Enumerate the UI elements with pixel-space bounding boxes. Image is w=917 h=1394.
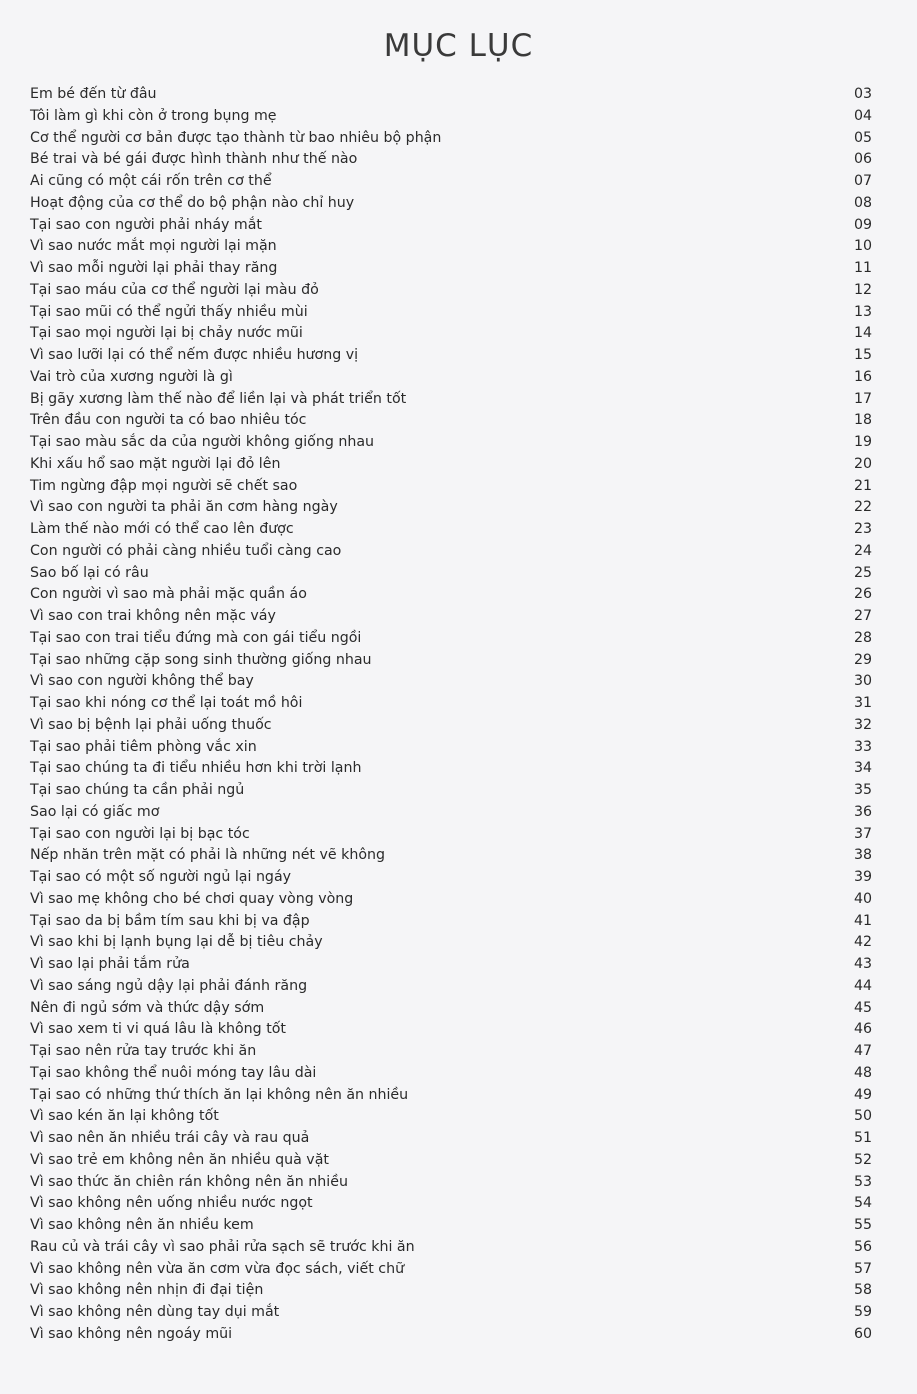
toc-entry-page-number: 06 (853, 151, 872, 168)
toc-entry-title: Vì sao bị bệnh lại phải uống thuốc (30, 716, 272, 733)
toc-entry-page-number: 56 (853, 1238, 872, 1255)
toc-entry (30, 1041, 872, 1063)
toc-entry-page-number: 51 (853, 1130, 872, 1146)
toc-entry-title: Tại sao con trai tiểu đứng mà con gái tiểu ngồi (30, 629, 362, 646)
toc-entry (30, 345, 872, 367)
toc-entry-title: Bé trai và bé gái được hình thành như thế nào (30, 151, 358, 168)
toc-entry-page-number: 17 (853, 390, 872, 407)
toc-entry-title: Vì sao không nên ăn nhiều kem (30, 1217, 254, 1233)
toc-entry-page-number: 53 (853, 1173, 872, 1190)
toc-entry-page-number: 07 (853, 173, 872, 189)
toc-entry-page-number: 60 (853, 1325, 872, 1342)
toc-entry-page-number: 39 (853, 869, 872, 885)
toc-entry (30, 650, 872, 672)
toc-entry (30, 1215, 872, 1237)
toc-entry (30, 954, 872, 976)
toc-entry-title: Tại sao chúng ta cần phải ngủ (30, 782, 245, 798)
toc-entry (30, 1259, 872, 1281)
toc-entry-page-number: 13 (853, 303, 872, 320)
toc-entry-title: Vì sao khi bị lạnh bụng lại dễ bị tiêu chảy (30, 934, 323, 951)
toc-entry-page-number: 26 (853, 586, 872, 603)
toc-entry-title: Khi xấu hổ sao mặt người lại đỏ lên (30, 455, 281, 472)
toc-entry (30, 519, 872, 541)
toc-entry-title: Tại sao con người lại bị bạc tóc (30, 825, 250, 842)
toc-entry (30, 1150, 872, 1172)
toc-entry-title: Vì sao con người không thể bay (30, 673, 254, 690)
toc-entry-title: Tại sao màu sắc da của người không giống nhau (30, 434, 375, 450)
toc-entry (30, 193, 872, 215)
toc-entry-page-number: 48 (853, 1064, 872, 1081)
toc-entry (30, 1302, 872, 1324)
toc-entry-title: Vì sao con người ta phải ăn cơm hàng ngày (30, 499, 338, 516)
toc-entry-page-number: 47 (853, 1043, 872, 1059)
toc-entry-title: Tôi làm gì khi còn ở trong bụng mẹ (30, 107, 277, 124)
toc-entry-title: Em bé đến từ đâu (30, 86, 157, 102)
toc-entry-title: Vì sao không nên nhịn đi đại tiện (30, 1282, 264, 1299)
toc-entry-page-number: 05 (853, 129, 872, 146)
toc-entry-title: Nếp nhăn trên mặt có phải là những nét vẽ không (30, 847, 386, 864)
toc-entry (30, 215, 872, 237)
toc-entry-title: Bị gãy xương làm thế nào để liền lại và phát triển tốt (30, 390, 407, 407)
toc-entry (30, 106, 872, 128)
toc-entry (30, 671, 872, 693)
toc-entry-title: Vì sao không nên ngoáy mũi (30, 1325, 233, 1342)
toc-entry (30, 1019, 872, 1041)
toc-entry (30, 541, 872, 563)
toc-entry-page-number: 43 (853, 956, 872, 972)
toc-entry-page-number: 08 (853, 194, 872, 211)
toc-entry-page-number: 20 (853, 455, 872, 472)
toc-entry (30, 845, 872, 867)
toc-entry (30, 584, 872, 606)
toc-entry (30, 476, 872, 498)
toc-entry-title: Vì sao không nên vừa ăn cơm vừa đọc sách, viết chữ (30, 1260, 405, 1277)
toc-entry-page-number: 10 (853, 238, 872, 255)
toc-entry-page-number: 44 (853, 977, 872, 994)
toc-entry (30, 149, 872, 171)
toc-entry (30, 84, 872, 106)
toc-entry-page-number: 59 (853, 1304, 872, 1320)
toc-entry-title: Tại sao con người phải nháy mắt (30, 216, 262, 233)
toc-entry-title: Tại sao chúng ta đi tiểu nhiều hơn khi trời lạnh (30, 760, 362, 777)
toc-entry-page-number: 37 (853, 825, 872, 842)
toc-entry (30, 1237, 872, 1259)
toc-entry (30, 1106, 872, 1128)
toc-entry (30, 302, 872, 324)
toc-entry (30, 1193, 872, 1215)
toc-entry-page-number: 46 (853, 1021, 872, 1038)
toc-entry-title: Sao bố lại có râu (30, 564, 149, 581)
toc-entry-page-number: 31 (853, 695, 872, 711)
toc-entry-page-number: 04 (853, 107, 872, 124)
toc-entry-page-number: 29 (853, 651, 872, 668)
page-title: MỤC LỤC (383, 28, 534, 64)
toc-entry-page-number: 16 (853, 368, 872, 385)
toc-entry-title: Vì sao con trai không nên mặc váy (30, 608, 276, 624)
toc-entry-page-number: 19 (853, 434, 872, 450)
toc-entry-page-number: 28 (853, 629, 872, 646)
toc-entry-page-number: 14 (853, 325, 872, 342)
toc-entry (30, 236, 872, 258)
toc-entry-page-number: 42 (853, 934, 872, 951)
toc-entry-title: Vai trò của xương người là gì (30, 368, 233, 385)
toc-entry-page-number: 41 (853, 912, 872, 929)
toc-entry (30, 497, 872, 519)
toc-entry-page-number: 49 (853, 1086, 872, 1103)
toc-entry-page-number: 57 (853, 1260, 872, 1277)
toc-entry (30, 171, 872, 193)
toc-entry-title: Tại sao không thể nuôi móng tay lâu dài (30, 1064, 317, 1081)
toc-entry (30, 128, 872, 150)
toc-entry (30, 802, 872, 824)
toc-entry-page-number: 40 (853, 890, 872, 907)
toc-entry (30, 628, 872, 650)
toc-entry (30, 563, 872, 585)
toc-entry-title: Vì sao trẻ em không nên ăn nhiều quà vặt (30, 1151, 329, 1168)
toc-entry (30, 824, 872, 846)
toc-entry-page-number: 18 (853, 412, 872, 429)
toc-entry-page-number: 30 (853, 673, 872, 690)
toc-entry-title: Vì sao sáng ngủ dậy lại phải đánh răng (30, 977, 308, 994)
toc-entry-title: Tại sao những cặp song sinh thường giống nhau (30, 651, 372, 668)
toc-entry-title: Tại sao mũi có thể ngửi thấy nhiều mùi (30, 303, 308, 320)
toc-entry (30, 737, 872, 759)
toc-entry (30, 1280, 872, 1302)
toc-entry (30, 323, 872, 345)
toc-entry (30, 1128, 872, 1150)
toc-entry-title: Cơ thể người cơ bản được tạo thành từ bao nhiêu bộ phận (30, 129, 442, 146)
toc-entry (30, 367, 872, 389)
toc-entry-title: Vì sao thức ăn chiên rán không nên ăn nhiều (30, 1173, 348, 1190)
toc-entry (30, 693, 872, 715)
toc-entry-title: Sao lại có giấc mơ (30, 803, 160, 820)
toc-entry-title: Vì sao lưỡi lại có thể nếm được nhiều hương vị (30, 347, 359, 363)
toc-entry (30, 454, 872, 476)
toc-entry-title: Vì sao nên ăn nhiều trái cây và rau quả (30, 1130, 310, 1146)
toc-entry-page-number: 25 (853, 564, 872, 581)
toc-entry-title: Ai cũng có một cái rốn trên cơ thể (30, 173, 272, 189)
toc-entry-title: Tại sao phải tiêm phòng vắc xin (30, 738, 257, 755)
toc-entry-page-number: 33 (853, 738, 872, 755)
toc-entry-page-number: 09 (853, 216, 872, 233)
toc-entry-title: Con người vì sao mà phải mặc quần áo (30, 586, 307, 603)
toc-entry-title: Tại sao khi nóng cơ thể lại toát mồ hôi (30, 695, 303, 711)
toc-entry (30, 911, 872, 933)
toc-entry (30, 867, 872, 889)
toc-entry-page-number: 50 (853, 1108, 872, 1125)
toc-entry-title: Tim ngừng đập mọi người sẽ chết sao (30, 477, 298, 494)
toc-entry (30, 998, 872, 1020)
toc-entry-title: Tại sao có một số người ngủ lại ngáy (30, 869, 292, 885)
toc-entry-title: Tại sao có những thứ thích ăn lại không nên ăn nhiều (30, 1086, 409, 1103)
table-of-contents (30, 84, 872, 1346)
toc-entry-title: Vì sao không nên dùng tay dụi mắt (30, 1304, 280, 1320)
toc-entry (30, 606, 872, 628)
toc-entry-page-number: 52 (853, 1151, 872, 1168)
toc-entry (30, 258, 872, 280)
toc-entry (30, 389, 872, 411)
toc-entry-title: Tại sao da bị bầm tím sau khi bị va đập (30, 912, 310, 929)
toc-entry (30, 889, 872, 911)
toc-entry-title: Vì sao xem ti vi quá lâu là không tốt (30, 1021, 286, 1038)
toc-entry-title: Tại sao nên rửa tay trước khi ăn (30, 1043, 257, 1059)
toc-entry-title: Nên đi ngủ sớm và thức dậy sớm (30, 999, 265, 1016)
toc-entry-title: Vì sao nước mắt mọi người lại mặn (30, 238, 277, 255)
toc-entry (30, 758, 872, 780)
toc-entry-page-number: 03 (853, 86, 872, 102)
toc-entry (30, 976, 872, 998)
toc-entry-title: Rau củ và trái cây vì sao phải rửa sạch sẽ trước khi ăn (30, 1238, 415, 1255)
toc-entry-title: Làm thế nào mới có thể cao lên được (30, 521, 294, 537)
toc-entry-page-number: 21 (853, 477, 872, 494)
toc-entry-title: Vì sao mẹ không cho bé chơi quay vòng vòng (30, 890, 354, 907)
toc-entry-page-number: 36 (853, 803, 872, 820)
toc-entry (30, 280, 872, 302)
toc-entry-title: Vì sao không nên uống nhiều nước ngọt (30, 1195, 313, 1212)
toc-entry-page-number: 55 (853, 1217, 872, 1233)
toc-entry-page-number: 58 (853, 1282, 872, 1299)
toc-entry-page-number: 34 (853, 760, 872, 777)
toc-entry (30, 932, 872, 954)
toc-entry (30, 715, 872, 737)
toc-entry-title: Con người có phải càng nhiều tuổi càng cao (30, 542, 342, 559)
toc-entry-page-number: 27 (853, 608, 872, 624)
toc-entry-title: Vì sao mỗi người lại phải thay răng (30, 260, 278, 276)
toc-entry (30, 1324, 872, 1346)
toc-entry-page-number: 15 (853, 347, 872, 363)
toc-entry-title: Hoạt động của cơ thể do bộ phận nào chỉ huy (30, 194, 355, 211)
toc-entry-title: Tại sao máu của cơ thể người lại màu đỏ (30, 281, 319, 298)
toc-entry-title: Trên đầu con người ta có bao nhiêu tóc (30, 412, 307, 429)
toc-entry-title: Vì sao kén ăn lại không tốt (30, 1108, 219, 1125)
toc-entry-page-number: 54 (853, 1195, 872, 1212)
toc-entry-page-number: 23 (853, 521, 872, 537)
toc-entry (30, 780, 872, 802)
toc-entry-page-number: 32 (853, 716, 872, 733)
toc-entry-page-number: 45 (853, 999, 872, 1016)
toc-entry-page-number: 12 (853, 281, 872, 298)
toc-entry (30, 1063, 872, 1085)
toc-entry-page-number: 11 (853, 260, 872, 276)
toc-entry (30, 1172, 872, 1194)
toc-entry-page-number: 38 (853, 847, 872, 864)
toc-entry-title: Tại sao mọi người lại bị chảy nước mũi (30, 325, 303, 342)
toc-entry-title: Vì sao lại phải tắm rửa (30, 956, 190, 972)
toc-entry (30, 1085, 872, 1107)
toc-entry (30, 432, 872, 454)
toc-entry (30, 410, 872, 432)
toc-entry-page-number: 24 (853, 542, 872, 559)
toc-entry-page-number: 22 (853, 499, 872, 516)
toc-entry-page-number: 35 (853, 782, 872, 798)
